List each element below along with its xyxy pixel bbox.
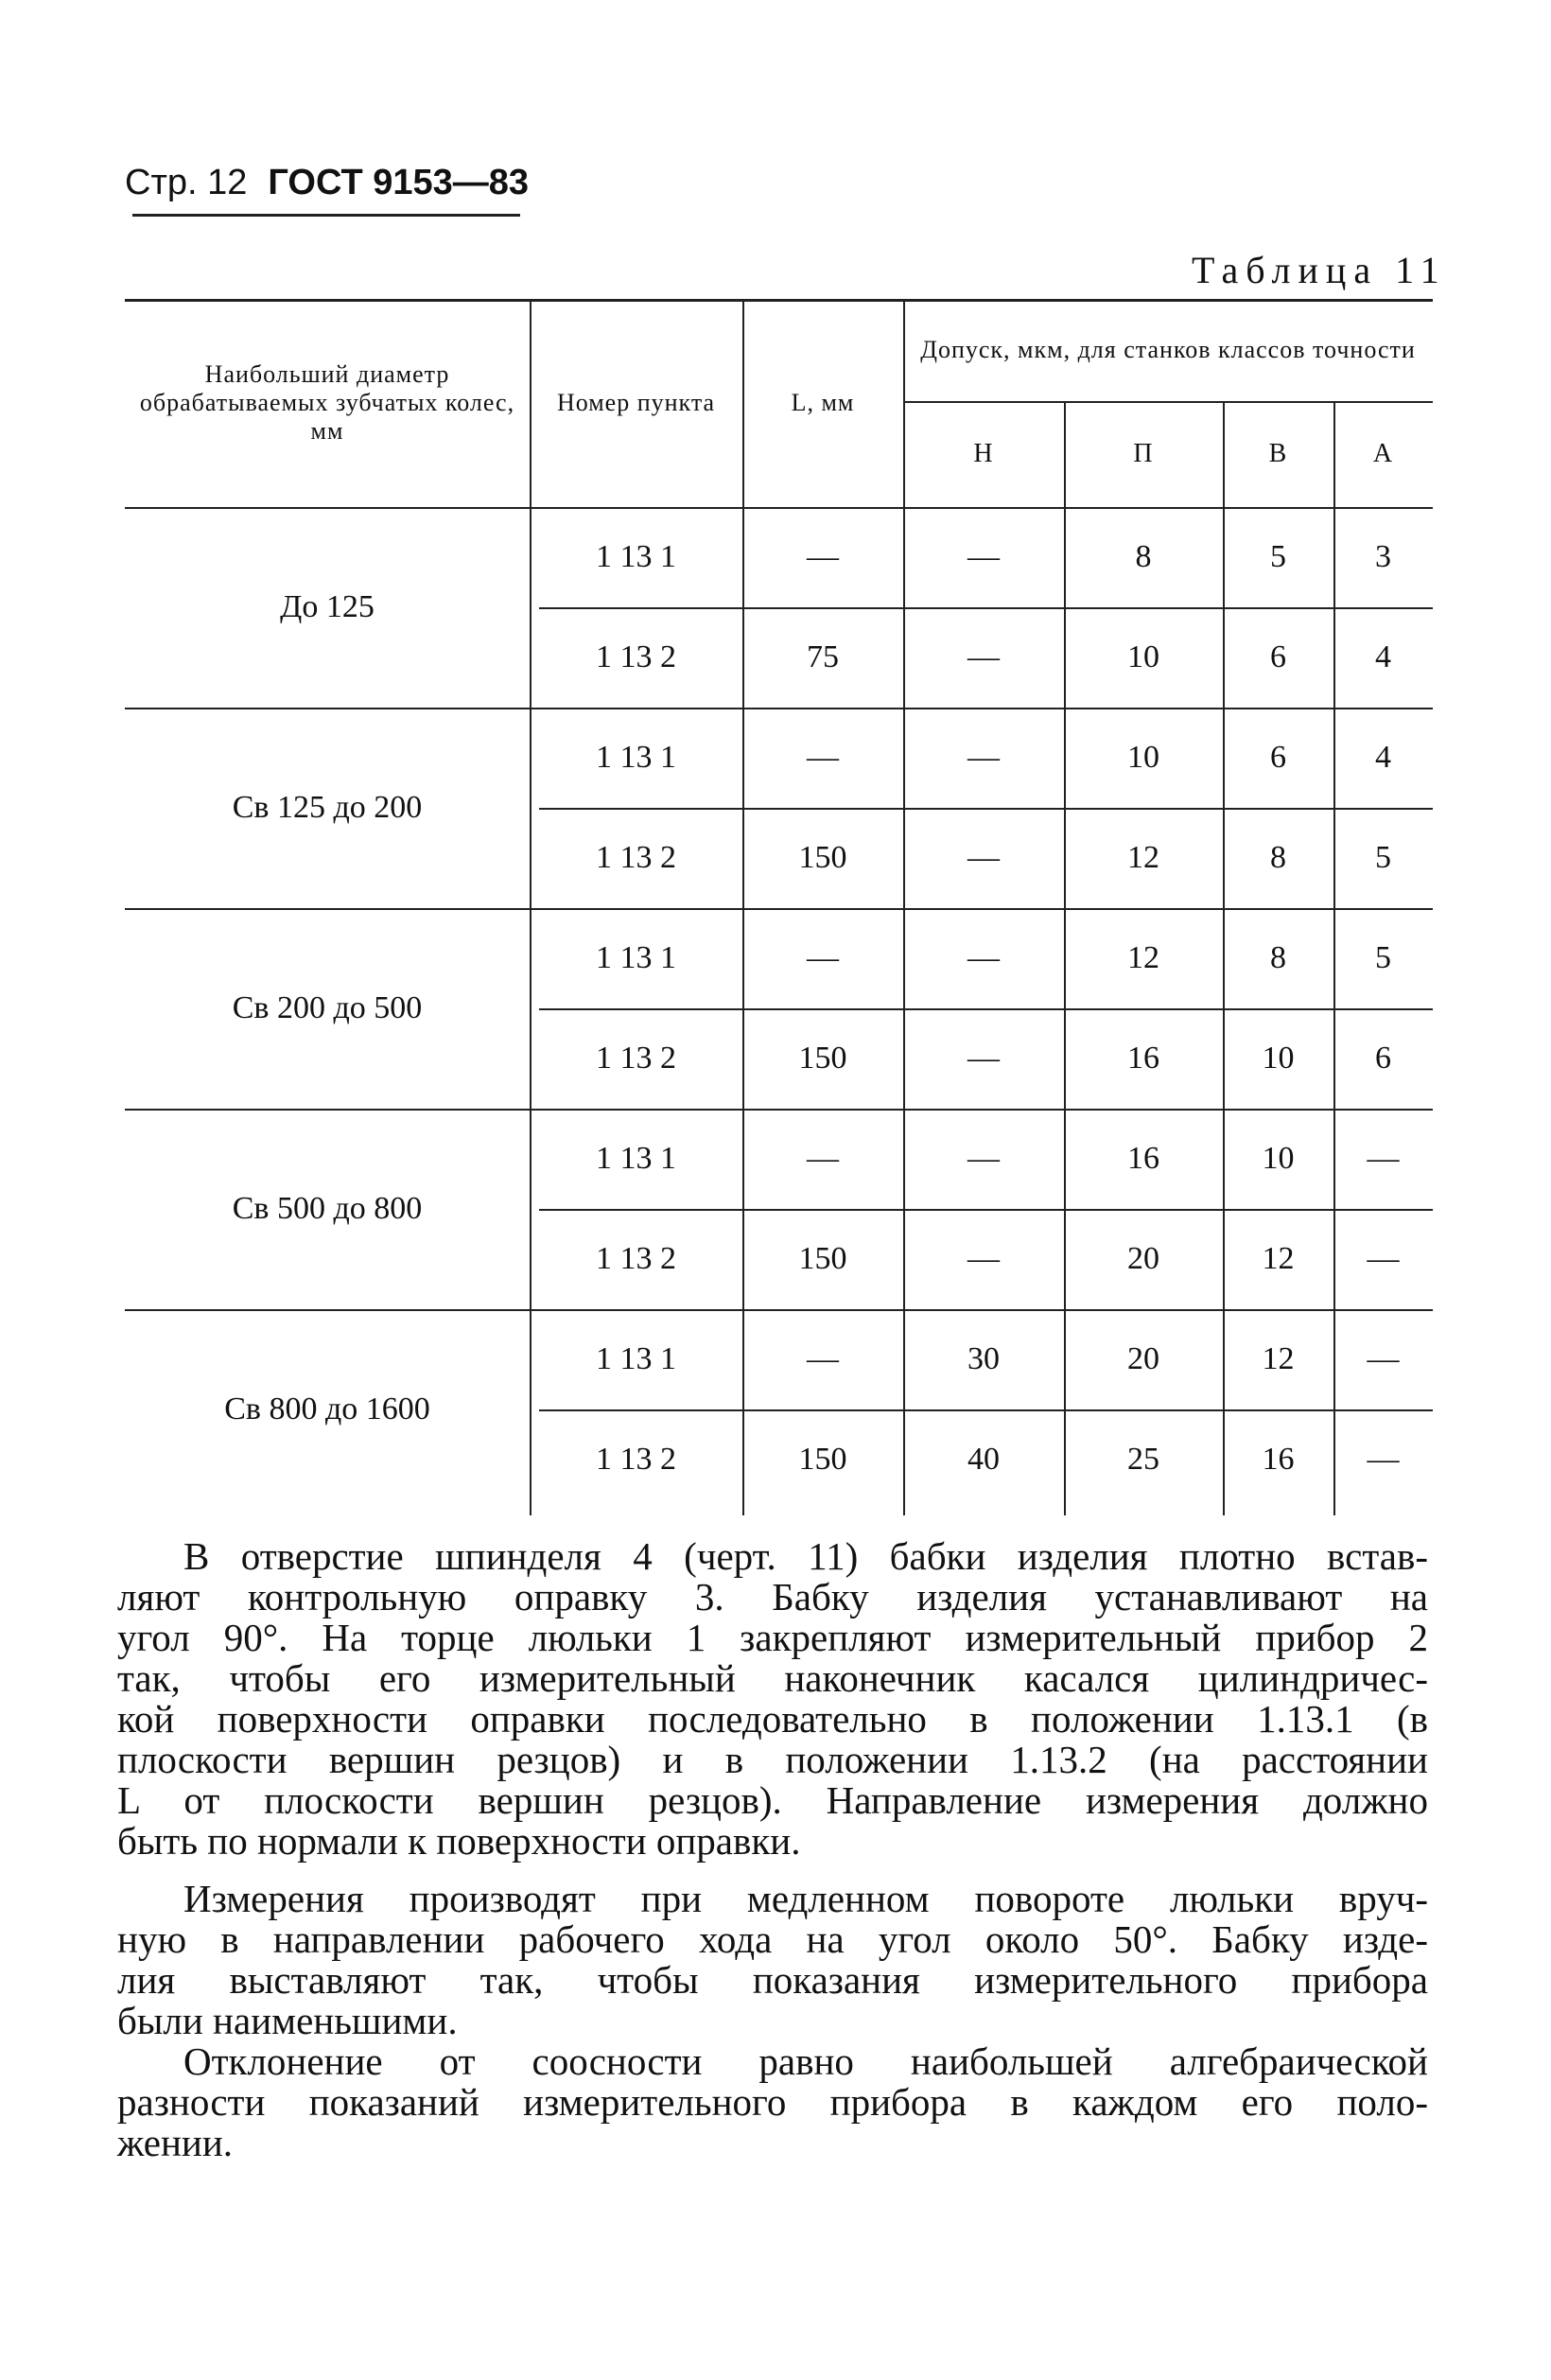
text-line: кой поверхности оправки последовательно в положении 1.13.1 (в: [117, 1697, 1428, 1741]
header-item-number: Номер пункта: [556, 389, 716, 416]
header-class-3: А: [1372, 439, 1394, 468]
text-line: были наименьшими.: [117, 1999, 458, 2042]
table-cell-p: 25: [1127, 1442, 1159, 1477]
table-cell-l: 150: [798, 1041, 847, 1076]
table-cell-a: —: [1367, 1241, 1400, 1276]
table-cell-v: 6: [1270, 740, 1286, 775]
table-cell-p: 12: [1127, 940, 1159, 975]
text-line: разности показаний измерительного прибора в каждом его поло-: [117, 2080, 1428, 2124]
table-cell-h: 30: [967, 1341, 1000, 1376]
table-cell-h: —: [967, 1041, 1000, 1076]
table-cell-l: —: [807, 940, 839, 975]
table-cell-l: —: [807, 1141, 839, 1176]
page-number: Стр. 12: [125, 163, 248, 202]
text-line: жении.: [117, 2121, 234, 2164]
table-cell-h: —: [967, 940, 1000, 975]
header-L: L, мм: [791, 389, 855, 416]
table-cell-item: 1 13 2: [596, 1442, 676, 1477]
table-cell-v: 12: [1262, 1341, 1295, 1376]
table-cell-item: 1 13 2: [596, 1241, 676, 1276]
table-cell-p: 12: [1127, 840, 1159, 875]
table-cell-item: 1 13 1: [596, 1141, 676, 1176]
text-line: Измерения производят при медленном повороте люльки вруч-: [183, 1877, 1428, 1920]
table-cell-a: 5: [1375, 940, 1391, 975]
text-line: лия выставляют так, чтобы показания измерительного прибора: [117, 1958, 1428, 2002]
table-cell-l: 150: [798, 1442, 847, 1477]
diameter-range: Св 500 до 800: [232, 1191, 423, 1226]
table-cell-h: —: [967, 639, 1000, 674]
table-cell-item: 1 13 1: [596, 740, 676, 775]
table-cell-item: 1 13 2: [596, 639, 676, 674]
diameter-range: Св 125 до 200: [232, 790, 423, 825]
table-cell-p: 16: [1127, 1141, 1159, 1176]
table-cell-p: 8: [1135, 539, 1152, 574]
table-cell-l: 150: [798, 840, 847, 875]
text-line: ляют контрольную оправку 3. Бабку изделия устанавливают на: [117, 1575, 1428, 1619]
table-cell-v: 10: [1262, 1041, 1295, 1076]
header-class-0: Н: [973, 439, 994, 468]
table-cell-a: —: [1367, 1442, 1400, 1477]
table-cell-h: —: [967, 1241, 1000, 1276]
table-cell-l: —: [807, 539, 839, 574]
paragraph: [117, 1536, 1428, 1862]
table-cell-h: —: [967, 840, 1000, 875]
diameter-range: Св 200 до 500: [232, 990, 423, 1025]
table-cell-l: 150: [798, 1241, 847, 1276]
table-cell-p: 10: [1127, 639, 1159, 674]
table-cell-a: 4: [1375, 740, 1391, 775]
table-cell-p: 16: [1127, 1041, 1159, 1076]
table-cell-a: 6: [1375, 1041, 1391, 1076]
table-cell-l: 75: [807, 639, 839, 674]
table-cell-v: 6: [1270, 639, 1286, 674]
text-line: Отклонение от соосности равно наибольшей алгебраической: [183, 2039, 1428, 2083]
table-cell-a: 4: [1375, 639, 1391, 674]
table-cell-a: 5: [1375, 840, 1391, 875]
table-cell-p: 20: [1127, 1241, 1159, 1276]
table-cell-v: 12: [1262, 1241, 1295, 1276]
table-cell-p: 10: [1127, 740, 1159, 775]
header-tolerance: Допуск, мкм, для станков классов точности: [920, 336, 1416, 363]
table-cell-v: 8: [1270, 940, 1286, 975]
diameter-range: До 125: [280, 589, 375, 624]
text-line: В отверстие шпинделя 4 (черт. 11) бабки изделия плотно встав-: [183, 1534, 1428, 1578]
header-diameter: Наибольший диаметр обрабатываемых зубчатых колес, мм: [139, 360, 515, 445]
text-line: быть по нормали к поверхности оправки.: [117, 1819, 801, 1863]
table-cell-h: —: [967, 1141, 1000, 1176]
table-cell-p: 20: [1127, 1341, 1159, 1376]
text-line: угол 90°. На торце люльки 1 закрепляют измерительный прибор 2: [117, 1616, 1428, 1659]
table-cell-l: —: [807, 740, 839, 775]
table-cell-h: 40: [967, 1442, 1000, 1477]
paragraph: [117, 1879, 1428, 2041]
header-rule: [132, 214, 520, 217]
header-class-2: В: [1268, 439, 1288, 468]
table-cell-v: 16: [1262, 1442, 1295, 1477]
standard-code: ГОСТ 9153—83: [268, 163, 530, 202]
diameter-range: Св 800 до 1600: [224, 1391, 430, 1426]
paragraph: [117, 2041, 1428, 2163]
table-cell-a: —: [1367, 1141, 1400, 1176]
table-cell-h: —: [967, 539, 1000, 574]
table-cell-v: 8: [1270, 840, 1286, 875]
text-line: так, чтобы его измерительный наконечник касался цилиндричес-: [117, 1656, 1428, 1700]
table-title: Таблица 11: [1192, 249, 1447, 291]
text-line: L от плоскости вершин резцов). Направление измерения должно: [117, 1778, 1428, 1822]
table-cell-item: 1 13 1: [596, 940, 676, 975]
table-cell-a: 3: [1375, 539, 1391, 574]
table-cell-a: —: [1367, 1341, 1400, 1376]
page-header: [125, 163, 529, 203]
table-cell-item: 1 13 1: [596, 539, 676, 574]
table-cell-l: —: [807, 1341, 839, 1376]
table-cell-item: 1 13 2: [596, 840, 676, 875]
table-cell-v: 10: [1262, 1141, 1295, 1176]
text-line: ную в направлении рабочего хода на угол около 50°. Бабку изде-: [117, 1917, 1428, 1961]
text-line: плоскости вершин резцов) и в положении 1.13.2 (на расстоянии: [117, 1738, 1428, 1781]
table-cell-item: 1 13 2: [596, 1041, 676, 1076]
table-cell-h: —: [967, 740, 1000, 775]
table-cell-item: 1 13 1: [596, 1341, 676, 1376]
table-cell-v: 5: [1270, 539, 1286, 574]
header-class-1: П: [1133, 439, 1154, 468]
